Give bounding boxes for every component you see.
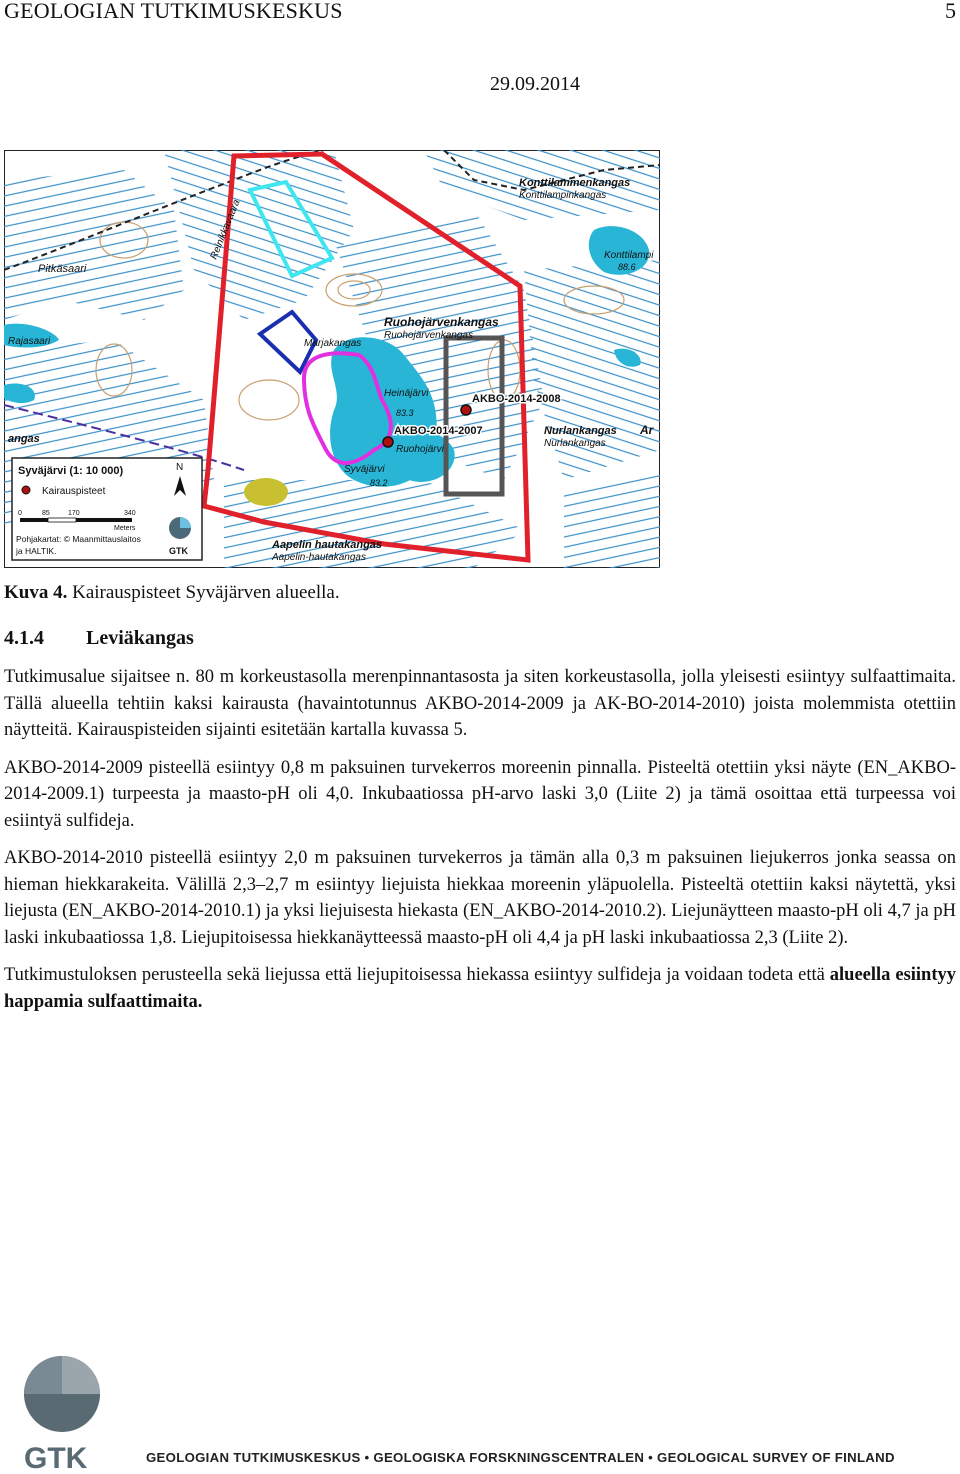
label-akbo-2014-2008: AKBO-2014-2008 [472, 393, 561, 405]
label-ruohojarvenkangas: Ruohojärvenkangas [384, 315, 499, 329]
label-road: Reinikkavaara [208, 198, 243, 262]
label-ruohojarvi: Ruohojärvi [396, 444, 444, 455]
paragraph-4 [4, 962, 956, 1015]
label-aapelin-2: Aapelin-hautakangas [272, 552, 366, 563]
map-legend [12, 458, 202, 560]
svg-text:170: 170 [68, 510, 80, 517]
svg-text:N: N [176, 462, 184, 473]
svg-text:Meters: Meters [114, 525, 136, 532]
point-akbo-2014-2007 [383, 437, 393, 447]
legend-credit-2: ja HALTIK. [16, 546, 57, 556]
page-number: 5 [945, 0, 956, 23]
label-elev-833: 83.3 [396, 408, 414, 418]
label-syvajarvi: Syväjärvi [344, 464, 385, 475]
caption-prefix: Kuva 4. [4, 582, 68, 603]
gtk-footer-logo [22, 1352, 114, 1470]
label-ruohojarvenkangas-2: Ruohojärvenkangas [384, 330, 473, 341]
svg-text:85: 85 [42, 510, 50, 517]
footer-organizations: GEOLOGIAN TUTKIMUSKESKUS • GEOLOGISKA FORSKNINGSCENTRALEN • GEOLOGICAL SURVEY OF FINLAND [146, 1450, 895, 1465]
study-area-map [4, 150, 660, 568]
label-akbo-2014-2007: AKBO-2014-2007 [394, 425, 483, 437]
svg-text:GTK: GTK [169, 546, 188, 556]
label-nurlankangas: Nurlankangas [544, 425, 617, 437]
legend-point-label: Kairauspisteet [42, 486, 106, 497]
paragraph-4-text: Tutkimustuloksen perusteella sekä liejussa että liejupitoisessa hiekassa esiintyy sulfideja ja voidaan todeta että [4, 965, 830, 985]
paragraph-1: Tutkimusalue sijaitsee n. 80 m korkeustasolla merenpinnantasosta ja siten korkeustasolla, jolla yleisesti esiintyy sulfaattimaita. Tällä alueella tehtiin kaksi kairausta (havaintotunnus AKBO-2014-2009 ja AK-BO-2014-2010) joista molemmista otettiin näytteitä. Kairauspisteiden sijainti esitetään kartalla kuvassa 5. [4, 667, 956, 740]
label-elev-832: 83.2 [370, 478, 388, 488]
label-heinajarvi: Heinäjärvi [384, 388, 429, 399]
label-aapelin: Aapelin hautakangas [272, 539, 383, 551]
document-date: 29.09.2014 [490, 73, 580, 95]
legend-point-icon [22, 486, 30, 494]
body-text [4, 664, 956, 1026]
section-title: Leviäkangas [86, 627, 194, 649]
label-nurlankangas-2: Nurlankangas [544, 438, 606, 449]
label-rajasaari: Rajasaari [8, 336, 51, 347]
label-konttilammenkangas: Konttilammenkangas [519, 177, 631, 189]
paragraph-4-conclusion: alueella esiintyy happamia sulfaattimaita. [4, 965, 956, 1012]
section-heading [4, 627, 194, 650]
label-konttilampinkangas: Konttilampinkangas [519, 190, 607, 201]
label-elev-886: 88.6 [618, 262, 636, 272]
label-marjakangas: Marjakangas [304, 338, 362, 349]
footer-logo-text: GTK [24, 1442, 88, 1470]
caption-text: Kairauspisteet Syväjärven alueella. [67, 582, 340, 603]
header-organization: GEOLOGIAN TUTKIMUSKESKUS [4, 0, 343, 23]
label-ar: Ar [640, 423, 654, 437]
legend-credit-1: Pohjakartat: © Maanmittauslaitos [16, 534, 141, 544]
legend-title: Syväjärvi (1: 10 000) [18, 465, 124, 477]
svg-text:340: 340 [124, 510, 136, 517]
point-akbo-2014-2008 [461, 405, 471, 415]
label-konttilampi: Konttilampi [604, 250, 654, 261]
svg-text:0: 0 [18, 510, 22, 517]
label-angas: angas [8, 433, 40, 445]
section-number: 4.1.4 [4, 627, 44, 649]
paragraph-3: AKBO-2014-2010 pisteellä esiintyy 2,0 m paksuinen turvekerros ja tämän alla 0,3 m paksuinen liejukerros jonka seassa on hieman hiekkarakeita. Välillä 2,3–2,7 m esiintyy liejuista hiekkaa moreenin yläpuolella. Pisteeltä otettiin kaksi näytettä, yksi liejusta (EN_AKBO-2014-2010.1) ja yksi liejuisesta hiekasta (EN_AKBO-2014-2010.2). Liejunäytteen maasto-pH oli 4,7 ja pH laski inkubaatiossa 1,8. Liejupitoisessa hiekkanäytteessä maasto-pH oli 4,4 ja pH laski inkubaatiossa 2,3 (Liite 2). [4, 848, 956, 948]
figure-caption [4, 582, 340, 604]
yellow-patch [244, 478, 288, 506]
paragraph-2: AKBO-2014-2009 pisteellä esiintyy 0,8 m paksuinen turvekerros moreenin pinnalla. Pisteeltä otettiin yksi näyte (EN_AKBO-2014-2009.1) turpeesta ja maasto-pH oli 4,0. Inkubaatiossa pH-arvo laski 3,0 (Liite 2) ja tämä osoittaa että turpeessa voi esiintyä sulfideja. [4, 757, 956, 831]
label-pitkasaari: Pitkäsaari [38, 263, 87, 275]
